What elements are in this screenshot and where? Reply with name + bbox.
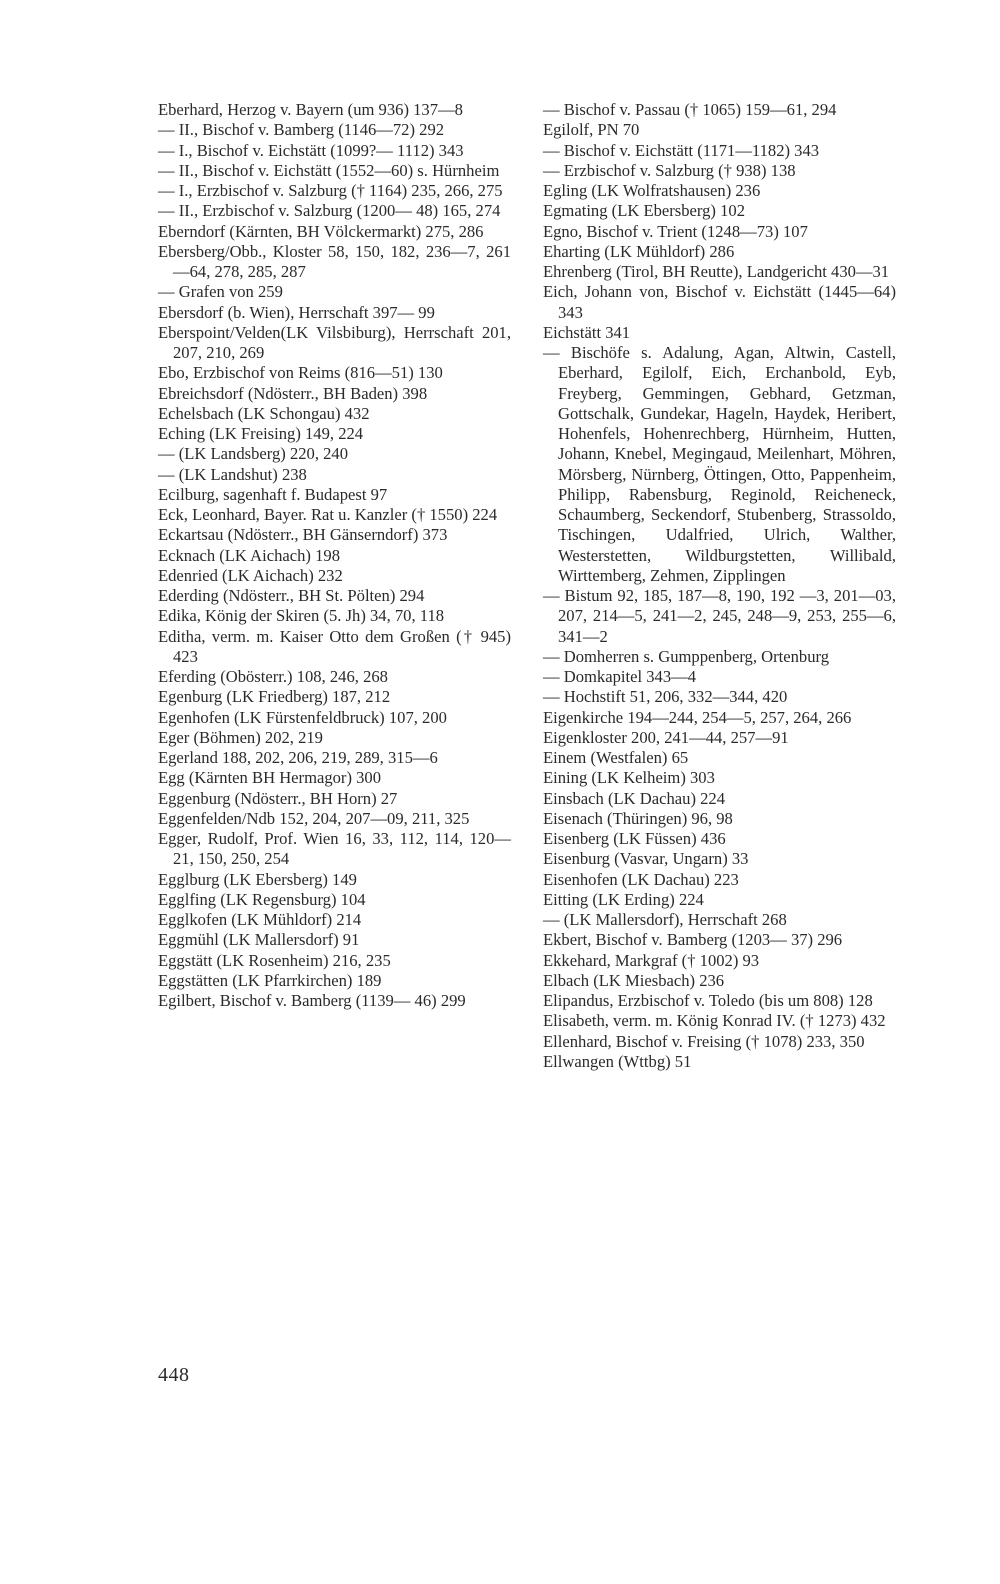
- index-entry: Eichstätt 341: [543, 322, 631, 342]
- index-entry: Eberndorf (Kärnten, BH Völckermarkt) 275, 286: [158, 221, 484, 241]
- index-entry: Egenburg (LK Friedberg) 187, 212: [158, 687, 391, 707]
- index-entry: Egenhofen (LK Fürstenfeldbruck) 107, 200: [158, 707, 447, 727]
- index-entry: — I., Bischof v. Eichstätt (1099?— 1112) 343: [158, 140, 464, 160]
- index-entry: — Bistum 92, 185, 187—8, 190, 192 —3, 201—03, 207, 214—5, 241—2, 245, 248—9, 253, 255—6, 341—2: [543, 586, 896, 646]
- index-entry: Egglburg (LK Ebersberg) 149: [158, 869, 357, 889]
- index-entry: Eigenkirche 194—244, 254—5, 257, 264, 266: [543, 707, 852, 727]
- index-entry: Egno, Bischof v. Trient (1248—73) 107: [543, 221, 808, 241]
- index-entry: Edenried (LK Aichach) 232: [158, 565, 343, 585]
- index-entry: Eger (Böhmen) 202, 219: [158, 727, 323, 747]
- index-entry: Echelsbach (LK Schongau) 432: [158, 403, 370, 423]
- index-entry: — II., Bischof v. Eichstätt (1552—60) s. Hürnheim: [158, 160, 500, 180]
- index-entry: Eberspoint/Velden(LK Vilsbiburg), Herrschaft 201, 207, 210, 269: [158, 322, 511, 362]
- index-entry: Egling (LK Wolfratshausen) 236: [543, 181, 761, 200]
- index-entry: Elisabeth, verm. m. König Konrad IV. († 1273) 432: [543, 1011, 886, 1031]
- index-entry: — II., Bischof v. Bamberg (1146—72) 292: [158, 120, 445, 140]
- index-entry: Edika, König der Skiren (5. Jh) 34, 70, 118: [158, 606, 445, 626]
- index-entry: — Bischöfe s. Adalung, Agan, Altwin, Castell, Eberhard, Egilolf, Eich, Erchanbold, Eyb, Freyberg, Gemmingen, Gebhard, Getzman, Gottschalk, Gundekar, Hageln, Haydek, Heribert, Hohenfels, Hohenrechberg, Hürnheim, Hutten, Johann, Knebel, Megingaud, Meilenhart, Möhren, Mörsberg, Nürnberg, Öttingen, Otto, Pappenheim, Philipp, Rabensburg, Reginold, Reicheneck, Schaumberg, Seckendorf, Stubenberg, Strassoldo, Tischingen, Udalfried, Ulrich, Walther, Westerstetten, Wildburgstetten, Willibald, Wirttemberg, Zehmen, Zipplingen: [543, 343, 896, 585]
- index-entry: Egilbert, Bischof v. Bamberg (1139— 46) 299: [158, 991, 466, 1010]
- index-entry: — Domkapitel 343—4: [543, 667, 697, 686]
- index-entry: Ellenhard, Bischof v. Freising († 1078) 233, 350: [543, 1031, 865, 1051]
- index-entry: Eisenhofen (LK Dachau) 223: [543, 869, 739, 889]
- index-entry: Egglkofen (LK Mühldorf) 214: [158, 910, 362, 929]
- index-entry: Ebersberg/Obb., Kloster 58, 150, 182, 236—7, 261—64, 278, 285, 287: [158, 241, 511, 281]
- index-entry: Ehrenberg (Tirol, BH Reutte), Landgericht 430—31: [543, 262, 890, 281]
- index-entry: Eisenach (Thüringen) 96, 98: [543, 808, 733, 828]
- index-entry: Einsbach (LK Dachau) 224: [543, 788, 726, 808]
- index-entry: — (LK Mallersdorf), Herrschaft 268: [543, 910, 787, 929]
- index-entry: Eckartsau (Ndösterr., BH Gänserndorf) 373: [158, 525, 448, 545]
- index-entry: Eggenfelden/Ndb 152, 204, 207—09, 211, 325: [158, 808, 470, 828]
- page-number: 448: [158, 1364, 190, 1386]
- index-entry: — Hochstift 51, 206, 332—344, 420: [543, 687, 788, 707]
- index-entry: — Bischof v. Passau († 1065) 159—61, 294: [543, 100, 837, 119]
- index-entry: — (LK Landsberg) 220, 240: [158, 444, 349, 464]
- index-entry: Eisenberg (LK Füssen) 436: [543, 829, 726, 848]
- index-entry: Eferding (Obösterr.) 108, 246, 268: [158, 667, 388, 686]
- index-entry: Ellwangen (Wttbg) 51: [543, 1051, 692, 1071]
- index-entry: Eisenburg (Vasvar, Ungarn) 33: [543, 849, 749, 869]
- index-entry: Egilolf, PN 70: [543, 120, 640, 140]
- index-entry: — Erzbischof v. Salzburg († 938) 138: [543, 160, 796, 180]
- index-entry: Ederding (Ndösterr., BH St. Pölten) 294: [158, 586, 425, 605]
- index-entry: — Bischof v. Eichstätt (1171—1182) 343: [543, 140, 820, 160]
- index-entry: — (LK Landshut) 238: [158, 464, 307, 484]
- index-entry: Eggmühl (LK Mallersdorf) 91: [158, 930, 360, 950]
- index-entry: Eitting (LK Erding) 224: [543, 889, 704, 909]
- index-entry: Eck, Leonhard, Bayer. Rat u. Kanzler († 1550) 224: [158, 505, 498, 524]
- index-entry: Egglfing (LK Regensburg) 104: [158, 889, 366, 909]
- index-entry: Egg (Kärnten BH Hermagor) 300: [158, 768, 382, 788]
- index-entry: Eharting (LK Mühldorf) 286: [543, 241, 735, 261]
- index-entry: Eberhard, Herzog v. Bayern (um 936) 137—8: [158, 100, 463, 119]
- index-column-right: [543, 100, 896, 1072]
- index-entry: Eich, Johann von, Bischof v. Eichstätt (1445—64) 343: [543, 282, 896, 322]
- index-entry: Eggstätten (LK Pfarrkirchen) 189: [158, 970, 382, 990]
- index-entry: — Domherren s. Gumppenberg, Ortenburg: [543, 646, 830, 666]
- index-entry: Egmating (LK Ebersberg) 102: [543, 201, 745, 221]
- index-entry: Elipandus, Erzbischof v. Toledo (bis um 808) 128: [543, 991, 873, 1010]
- index-entry: Ebersdorf (b. Wien), Herrschaft 397— 99: [158, 302, 435, 322]
- index-entry: — II., Erzbischof v. Salzburg (1200— 48) 165, 274: [158, 201, 501, 221]
- index-entry: Elbach (LK Miesbach) 236: [543, 970, 725, 990]
- index-entry: Editha, verm. m. Kaiser Otto dem Großen († 945) 423: [158, 626, 511, 666]
- index-column-left: [158, 100, 511, 1011]
- index-entry: Egerland 188, 202, 206, 219, 289, 315—6: [158, 748, 438, 767]
- index-entry: Ecilburg, sagenhaft f. Budapest 97: [158, 484, 388, 504]
- index-entry: Ekkehard, Markgraf († 1002) 93: [543, 950, 760, 970]
- index-entry: Ebreichsdorf (Ndösterr., BH Baden) 398: [158, 383, 428, 403]
- index-entry: Eigenkloster 200, 241—44, 257—91: [543, 727, 789, 747]
- index-entry: Ebo, Erzbischof von Reims (816—51) 130: [158, 363, 443, 383]
- index-entry: Eggenburg (Ndösterr., BH Horn) 27: [158, 788, 398, 808]
- index-entry: Eggstätt (LK Rosenheim) 216, 235: [158, 950, 391, 970]
- index-entry: Eching (LK Freising) 149, 224: [158, 424, 364, 443]
- index-entry: Egger, Rudolf, Prof. Wien 16, 33, 112, 114, 120—21, 150, 250, 254: [158, 829, 511, 869]
- index-entry: Eining (LK Kelheim) 303: [543, 768, 715, 788]
- index-entry: Einem (Westfalen) 65: [543, 748, 689, 767]
- index-entry: — I., Erzbischof v. Salzburg († 1164) 235, 266, 275: [158, 181, 503, 200]
- index-entry: Ecknach (LK Aichach) 198: [158, 545, 340, 565]
- index-entry: Ekbert, Bischof v. Bamberg (1203— 37) 296: [543, 930, 843, 950]
- index-entry: — Grafen von 259: [158, 282, 283, 302]
